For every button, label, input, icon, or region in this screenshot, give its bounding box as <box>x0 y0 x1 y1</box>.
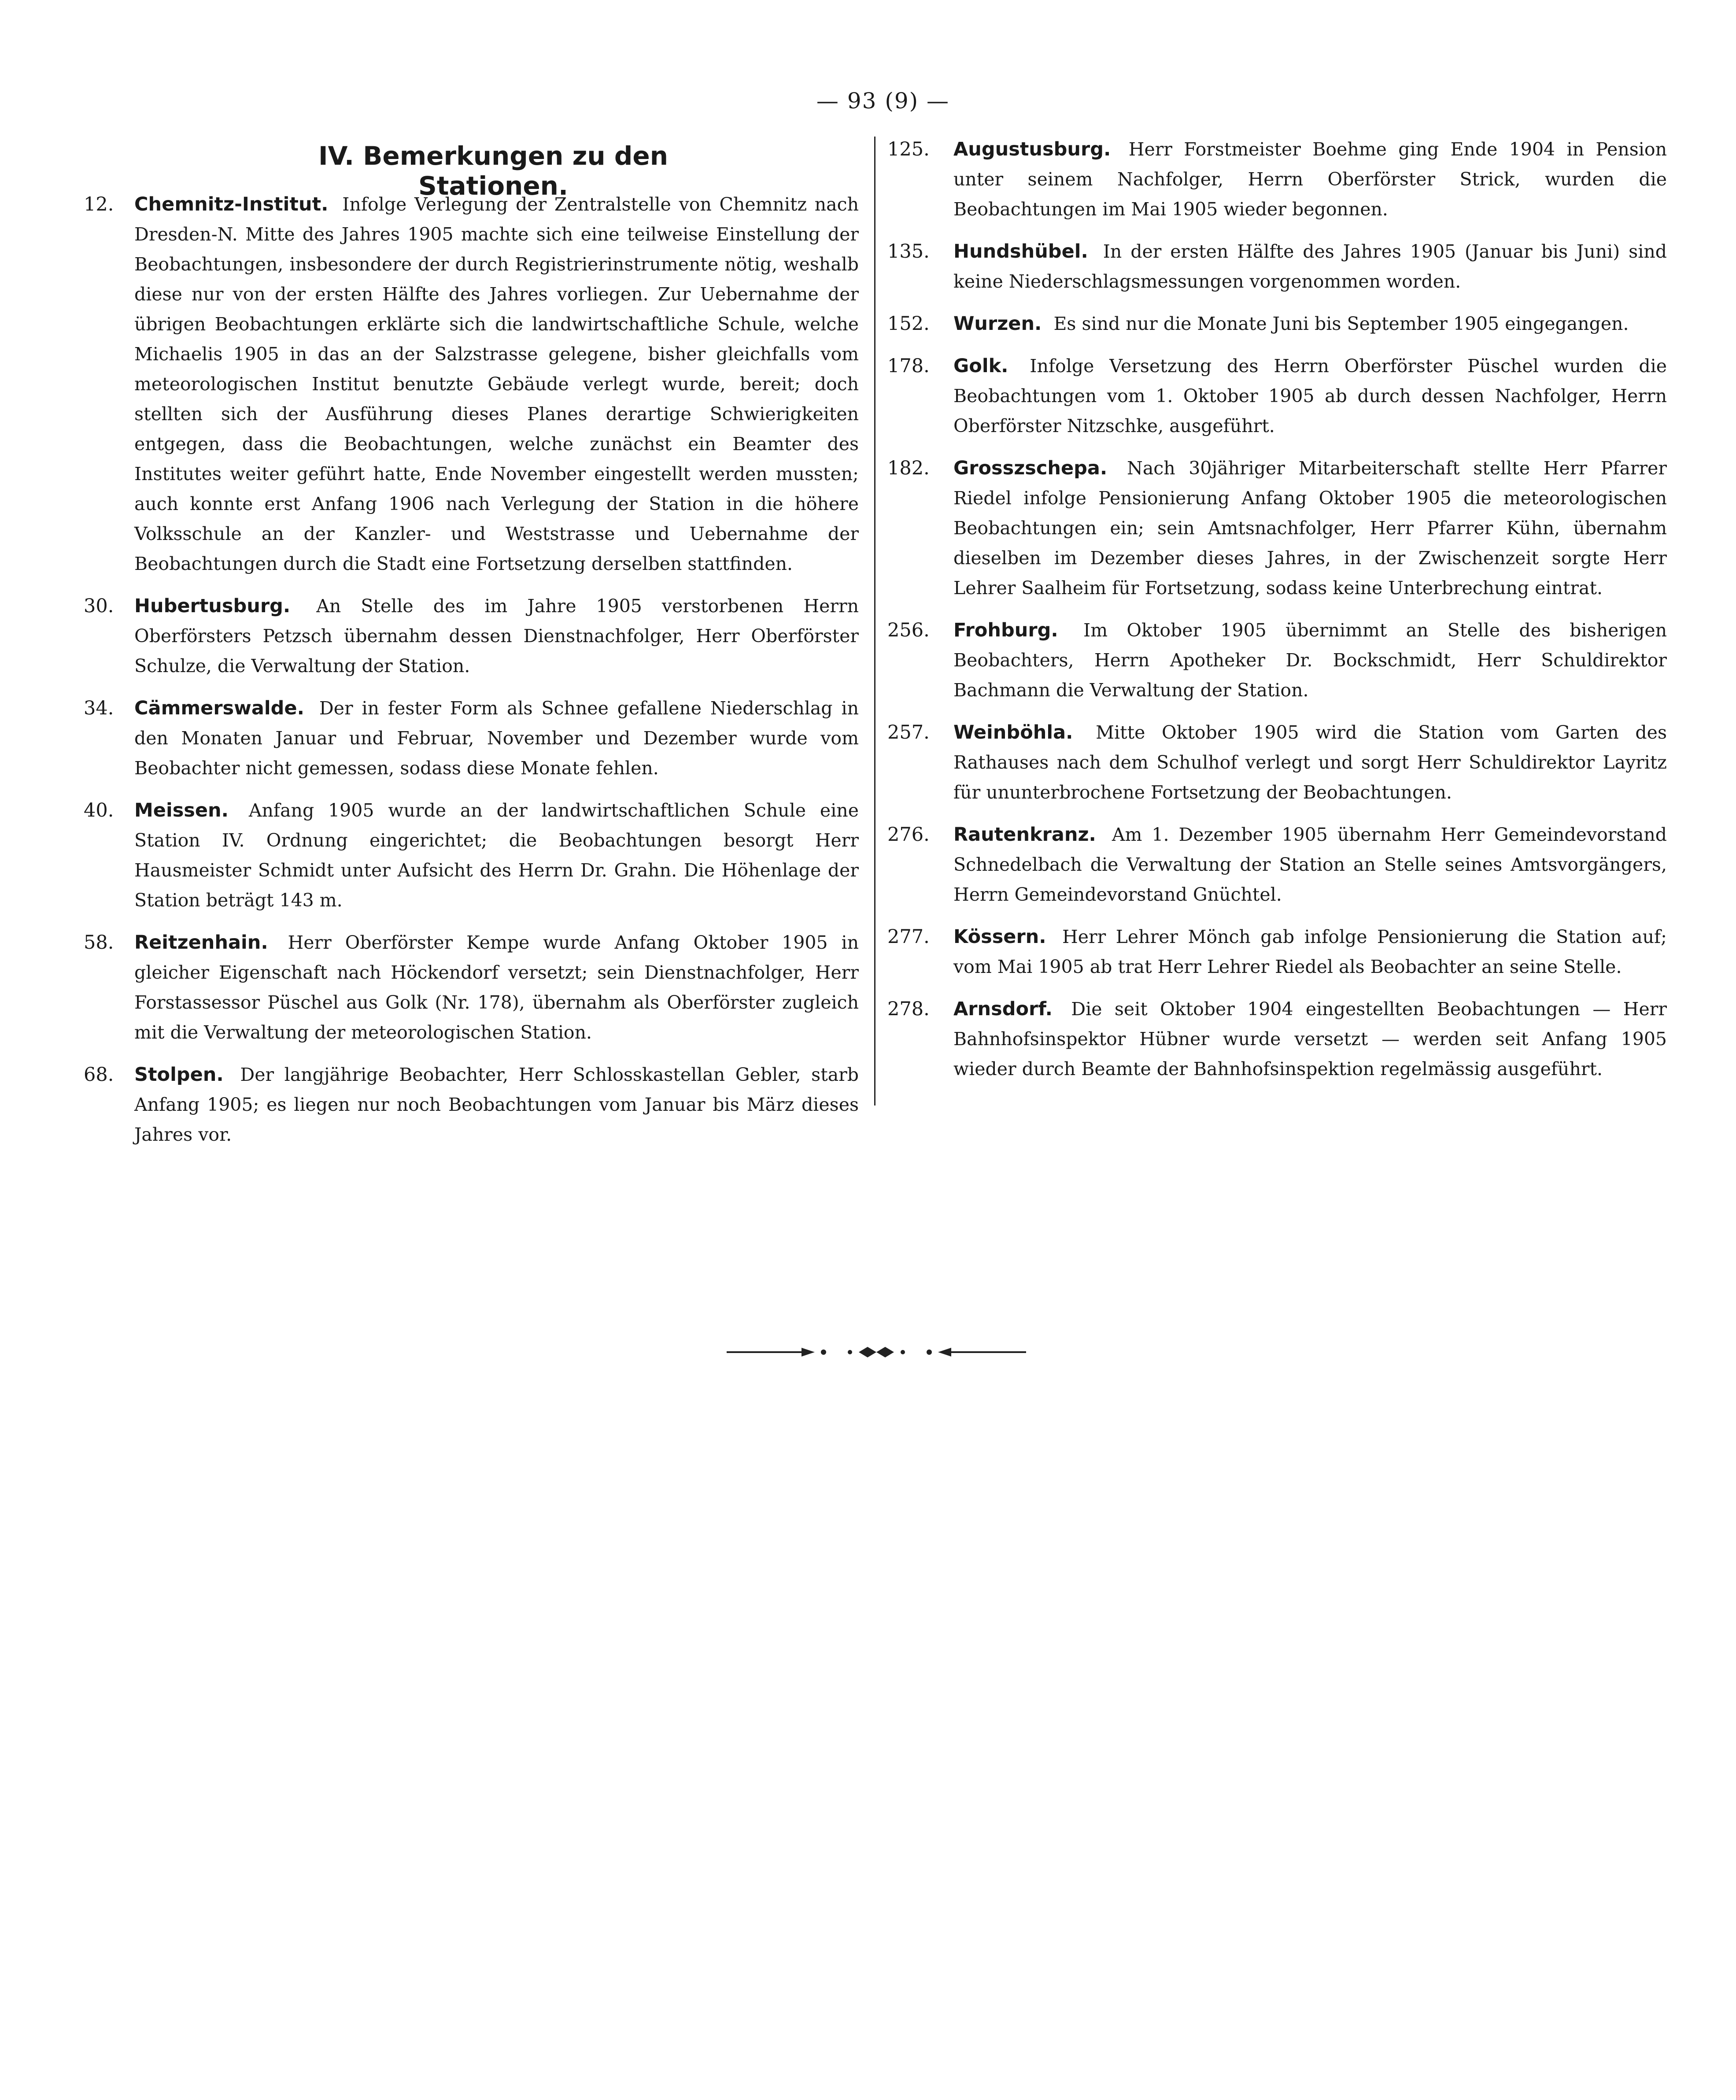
station-number: 135. <box>887 240 930 262</box>
station-number: 278. <box>887 998 930 1020</box>
station-number: 276. <box>887 824 930 846</box>
station-remark: Die seit Oktober 1904 eingestellten Beobachtungen — Herr Bahnhofsinspektor Hübner wurde versetzt — werden seit Anfang 1905 wieder durch Beamte der Bahnhofsinspektion regelmässig ausgeführt. <box>953 998 1667 1080</box>
station-entry <box>887 994 1667 1084</box>
station-number: 30. <box>84 595 114 617</box>
station-entry <box>887 453 1667 603</box>
station-name: Cämmerswalde. <box>134 697 304 719</box>
station-name: Reitzenhain. <box>134 932 268 954</box>
station-remark: Im Oktober 1905 übernimmt an Stelle des bisherigen Beobachters, Herrn Apotheker Dr. Bockschmidt, Herr Schuldirektor Bachmann die Verwaltung der Station. <box>953 620 1667 701</box>
page-number: — 93 (9) — <box>816 88 950 114</box>
station-number: 58. <box>84 932 114 954</box>
station-entry <box>84 928 859 1047</box>
station-entry <box>887 615 1667 705</box>
station-number: 34. <box>84 697 114 719</box>
station-entry <box>887 717 1667 807</box>
station-name: Kössern. <box>953 926 1046 948</box>
station-entry <box>887 134 1667 224</box>
station-remark: Herr Oberförster Kempe wurde Anfang Oktober 1905 in gleicher Eigenschaft nach Höckendorf versetzt; sein Dienstnachfolger, Herr Forstassessor Püschel aus Golk (Nr. 178), übernahm als Oberförster zugleich mit die Verwaltung der meteorologischen Station. <box>134 932 859 1043</box>
station-entry <box>84 693 859 783</box>
station-remark: Am 1. Dezember 1905 übernahm Herr Gemeindevorstand Schnedelbach die Verwaltung der Station an Stelle seines Amtsvorgängers, Herrn Gemeindevorstand Gnüchtel. <box>953 824 1667 905</box>
station-number: 68. <box>84 1064 114 1086</box>
ornament-divider-icon <box>727 1344 1026 1360</box>
station-number: 277. <box>887 926 930 948</box>
station-remark: Der langjährige Beobachter, Herr Schlosskastellan Gebler, starb Anfang 1905; es liegen nur noch Beobachtungen vom Januar bis März dieses Jahres vor. <box>134 1064 859 1145</box>
station-number: 152. <box>887 313 930 335</box>
station-entry <box>887 922 1667 982</box>
station-name: Meissen. <box>134 799 229 821</box>
station-name: Augustusburg. <box>953 138 1111 160</box>
station-number: 12. <box>84 193 114 215</box>
station-remark: Herr Lehrer Mönch gab infolge Pensionierung die Station auf; vom Mai 1905 ab trat Herr Lehrer Riedel als Beobachter an seine Stelle. <box>953 926 1667 977</box>
station-name: Hundshübel. <box>953 240 1088 262</box>
station-name: Arnsdorf. <box>953 998 1053 1020</box>
column-divider <box>874 137 875 1105</box>
station-name: Rautenkranz. <box>953 824 1096 846</box>
station-number: 256. <box>887 619 930 641</box>
station-remark: In der ersten Hälfte des Jahres 1905 (Januar bis Juni) sind keine Niederschlagsmessungen vorgenommen worden. <box>953 241 1667 292</box>
station-remark: Infolge Verlegung der Zentralstelle von Chemnitz nach Dresden-N. Mitte des Jahres 1905 machte sich eine teilweise Einstellung der Beobachtungen, insbesondere der durch Registrierinstrumente nötig, weshalb diese nur von der ersten Hälfte des Jahres vorliegen. Zur Uebernahme der übrigen Beobachtungen erklärte sich die landwirtschaftliche Schule, welche Michaelis 1905 in das an der Salzstrasse gelegene, bisher gleichfalls vom meteorologischen Institut benutzte Gebäude verlegt wurde, bereit; doch stellten sich der Ausführung dieses Planes derartige Schwierigkeiten entgegen, dass die Beobachtungen, welche zunächst ein Beamter des Institutes weiter geführt hatte, Ende November eingestellt werden mussten; auch konnte erst Anfang 1906 nach Verlegung der Station in die höhere Volksschule an der Kanzler- und Weststrasse und Uebernahme der Beobachtungen durch die Stadt eine Fortsetzung derselben stattfinden. <box>134 194 859 574</box>
station-name: Hubertusburg. <box>134 595 291 617</box>
section-heading: IV. Bemerkungen zu den Stationen. <box>318 141 669 201</box>
station-name: Grosszschepa. <box>953 457 1108 479</box>
station-entry <box>84 189 859 579</box>
station-name: Golk. <box>953 355 1008 377</box>
station-number: 125. <box>887 138 930 160</box>
station-remark: Infolge Versetzung des Herrn Oberförster Püschel wurden die Beobachtungen vom 1. Oktober 1905 ab durch dessen Nachfolger, Herrn Oberförster Nitzschke, ausgeführt. <box>953 355 1667 436</box>
station-number: 40. <box>84 799 114 821</box>
left-column <box>84 141 859 1162</box>
station-remark: Es sind nur die Monate Juni bis September 1905 eingegangen. <box>1053 313 1629 334</box>
station-entry <box>84 1060 859 1150</box>
station-name: Frohburg. <box>953 619 1058 641</box>
right-column <box>887 134 1667 1096</box>
station-remark: Herr Forstmeister Boehme ging Ende 1904 in Pension unter seinem Nachfolger, Herrn Oberförster Strick, wurden die Beobachtungen im Mai 1905 wieder begonnen. <box>953 139 1667 220</box>
station-entry <box>84 591 859 681</box>
station-remark: Mitte Oktober 1905 wird die Station vom Garten des Rathauses nach dem Schulhof verlegt und sorgt Herr Schuldirektor Layritz für ununterbrochene Fortsetzung der Beobachtungen. <box>953 722 1667 803</box>
station-entry <box>887 351 1667 441</box>
station-entry <box>887 237 1667 296</box>
station-entry <box>84 795 859 915</box>
station-number: 182. <box>887 457 930 479</box>
station-remark: Nach 30jähriger Mitarbeiterschaft stellte Herr Pfarrer Riedel infolge Pensionierung Anfang Oktober 1905 die meteorologischen Beobachtungen ein; sein Amtsnachfolger, Herr Pfarrer Kühn, übernahm dieselben im Dezember dieses Jahres, in der Zwischenzeit sorgte Herr Lehrer Saalheim für Fortsetzung, sodass keine Unterbrechung eintrat. <box>953 458 1667 599</box>
station-name: Wurzen. <box>953 313 1042 335</box>
station-remark: An Stelle des im Jahre 1905 verstorbenen Herrn Oberförsters Petzsch übernahm dessen Dienstnachfolger, Herr Oberförster Schulze, die Verwaltung der Station. <box>134 595 859 677</box>
station-entry <box>887 309 1667 339</box>
station-remark: Anfang 1905 wurde an der landwirtschaftlichen Schule eine Station IV. Ordnung eingerichtet; die Beobachtungen besorgt Herr Hausmeister Schmidt unter Aufsicht des Herrn Dr. Grahn. Die Höhenlage der Station beträgt 143 m. <box>134 800 859 911</box>
station-entry <box>887 820 1667 910</box>
station-remark: Der in fester Form als Schnee gefallene Niederschlag in den Monaten Januar und Februar, November und Dezember wurde vom Beobachter nicht gemessen, sodass diese Monate fehlen. <box>134 698 859 779</box>
station-number: 178. <box>887 355 930 377</box>
station-number: 257. <box>887 721 930 743</box>
station-name: Stolpen. <box>134 1064 224 1086</box>
station-name: Chemnitz-Institut. <box>134 193 329 215</box>
station-name: Weinböhla. <box>953 721 1073 743</box>
